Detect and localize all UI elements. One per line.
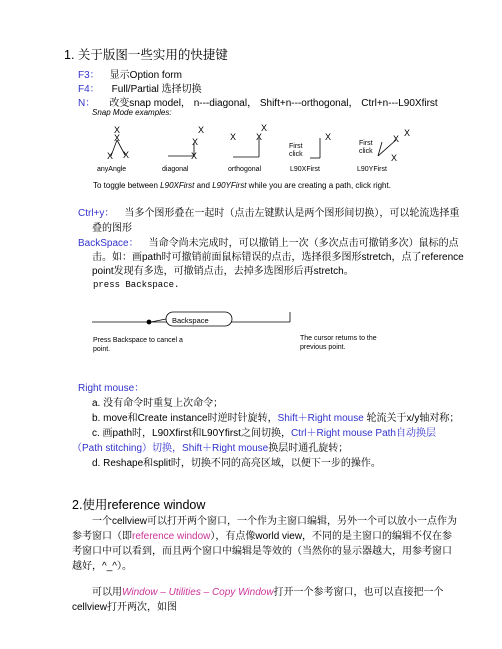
- toggle-text: and: [194, 181, 213, 190]
- s2-text: 打开一个参考窗口，也可以直接把一个: [273, 587, 444, 598]
- rm-c-shortcut: Ctrl＋Right mouse Path自动换层: [290, 428, 436, 439]
- x-marker: X: [106, 151, 114, 161]
- ctrly-key: Ctrl+y：: [78, 208, 115, 219]
- x-marker: X: [255, 132, 263, 142]
- rm-c-shortcut: Shift＋Right mouse: [182, 443, 269, 454]
- s2-reference-window: reference window: [132, 531, 211, 542]
- backspace-box-label: Backspace: [172, 316, 209, 325]
- f3-key: F3：: [78, 70, 100, 81]
- s2-copy-window-path: Window – Utilities – Copy Window: [122, 587, 274, 598]
- rm-c-text: c. 画path时，L90Xfirst和L90Yfirst之间切换，: [92, 428, 291, 439]
- rm-c-text: （Path stitching）切换，: [72, 443, 183, 454]
- section2-heading: 2.使用reference window: [72, 498, 206, 512]
- first-click-label: click: [359, 148, 373, 155]
- s2-p1-line-3: 考窗口中可以看到，而且两个窗口中编辑是等效的（当然你的显示器越大，用参考窗口: [72, 546, 452, 557]
- x-marker: X: [122, 150, 130, 160]
- ctrly-text: 当多个图形叠在一起时（点击左键默认是两个图形间切换），可以轮流选择重: [124, 208, 460, 219]
- ctrly-line-2: 叠的图形: [92, 223, 132, 234]
- rm-b-text: b. move和Create instance时逆时针旋转，: [92, 413, 278, 424]
- backspace-line-2: 击。如：画path时可撤销前面鼠标错误的点击，选择很多图形stretch，点了reference: [92, 252, 464, 263]
- x-marker: X: [392, 134, 400, 144]
- snap-examples-label: Snap Mode examples:: [92, 108, 172, 117]
- first-click-label: click: [289, 151, 303, 158]
- first-click-label: First: [289, 143, 303, 150]
- x-marker: X: [260, 123, 268, 133]
- x-marker: X: [229, 132, 237, 142]
- toggle-text-l90y: L90YFirst: [212, 181, 247, 190]
- f4-key: F4：: [78, 84, 100, 95]
- x-marker: X: [190, 151, 198, 161]
- s2-p2-line-1: [92, 583, 444, 598]
- rm-a: a. 没有命令时重复上次命令；: [92, 398, 224, 409]
- bs-caption-left-1: Press Backspace to cancel a: [93, 337, 183, 344]
- s2-p2-line-2: cellview打开两次，如图: [72, 602, 178, 613]
- backspace-line-3: point发现有多选，可撤销点击，去掉多选图形后再stretch。: [92, 266, 354, 277]
- s2-text: ），有点像world view，不同的是主窗口的编辑不仅在参: [210, 531, 453, 542]
- bs-caption-right-1: The cursor returns to the: [300, 335, 377, 342]
- s2-p1-line-1: 一个cellview可以打开两个窗口，一个作为主窗口编辑，另外一个可以放小一点作为: [92, 516, 458, 527]
- l90yfirst-label: L90YFirst: [357, 166, 387, 173]
- backspace-key: BackSpace：: [78, 238, 139, 249]
- rm-b: [92, 409, 459, 424]
- f3-text: 显示Option form: [109, 70, 182, 81]
- press-backspace-label: press Backspace.: [93, 280, 180, 290]
- rm-b-shortcut: Shift＋Right mouse: [277, 413, 364, 424]
- x-marker: X: [113, 125, 121, 135]
- s2-text: 可以用: [92, 587, 122, 598]
- toggle-text-l90x: L90XFirst: [160, 181, 195, 190]
- x-marker: X: [324, 132, 332, 142]
- x-marker: X: [197, 125, 205, 135]
- rm-c-line-2: [72, 439, 348, 454]
- section1-heading: 1. 关于版图一些实用的快捷键: [64, 48, 228, 62]
- backspace-text: 当命令尚未完成时，可以撤销上一次（多次点击可撤销多次）鼠标的点: [148, 238, 459, 249]
- f4-text: Full/Partial 选择切换: [111, 84, 202, 95]
- s2-p1-line-2: [72, 527, 452, 542]
- anyangle-label: anyAngle: [97, 166, 127, 173]
- n-key: N：: [78, 98, 96, 109]
- x-marker: X: [403, 128, 411, 138]
- toggle-text: while you are creating a path, click right.: [246, 181, 391, 190]
- rm-b-text: 轮流关于x/y轴对称；: [363, 413, 460, 424]
- first-click-label: First: [359, 140, 373, 147]
- orthogonal-label: orthogonal: [228, 166, 262, 173]
- x-marker: X: [191, 137, 199, 147]
- n-text: 改变snap model， n---diagonal， Shift+n---orthogonal， Ctrl+n---L90Xfirst: [109, 98, 438, 109]
- x-marker: X: [113, 133, 121, 143]
- l90xfirst-label: L90XFirst: [290, 166, 320, 173]
- s2-text: 参考窗口（即: [72, 531, 132, 542]
- rm-d: d. Reshape和split时，切换不同的高亮区域，以便下一步的操作。: [92, 458, 381, 469]
- x-marker: X: [390, 153, 398, 163]
- bs-caption-left-2: point.: [93, 346, 111, 353]
- bs-caption-right-2: previous point.: [300, 344, 346, 351]
- right-mouse-key: Right mouse：: [78, 383, 145, 394]
- s2-p1-line-4: 越好，^_^）。: [72, 561, 132, 572]
- diagonal-label: diagonal: [162, 166, 189, 173]
- rm-c-line-1: [92, 424, 436, 439]
- rm-c-text: 换层时通孔旋转；: [268, 443, 349, 454]
- toggle-text: To toggle between: [93, 181, 161, 190]
